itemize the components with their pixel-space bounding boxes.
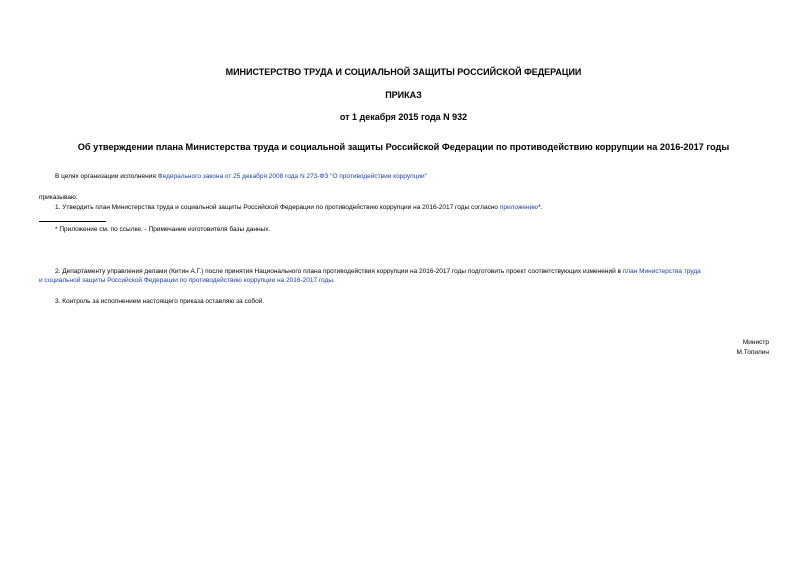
ministry-heading: МИНИСТЕРСТВО ТРУДА И СОЦИАЛЬНОЙ ЗАЩИТЫ РОССИЙСКОЙ ФЕДЕРАЦИИ: [225, 67, 582, 77]
date-number-heading: от 1 декабря 2015 года N 932: [339, 112, 468, 122]
signature-name: М.Топилин: [736, 349, 769, 356]
item-2-line-1: [55, 267, 701, 276]
item-1-text: 1. Утвердить план Министерства труда и социальной защиты Российской Федерации по противодействию коррупции на 2016-2017 годы согласно: [55, 204, 500, 211]
preamble-paragraph: [55, 172, 427, 181]
signature-title: Министр: [742, 339, 769, 346]
appendix-link[interactable]: приложению: [499, 204, 539, 211]
subject-heading: Об утверждении плана Министерства труда и социальной защиты Российской Федерации по противодействию коррупции на 2016-2017 годы: [77, 142, 730, 152]
footnote: * Приложение см. по ссылке. - Примечание изготовителя базы данных.: [55, 226, 271, 233]
item-1: [55, 203, 542, 212]
footnote-divider: [39, 221, 106, 222]
item-2-suffix: .: [333, 277, 335, 284]
preamble-text: В целях организации исполнения: [55, 173, 158, 180]
plan-link-part-1[interactable]: план Министерства труда: [622, 268, 701, 275]
item-2-line-2: [39, 276, 335, 285]
item-3: 3. Контроль за исполнением настоящего приказа оставляю за собой.: [55, 298, 265, 305]
item-2-text: 2. Департаменту управления делами (Китин А.Г.) после принятия Национального плана противодействия коррупции на 2016-2017 годы подготовить проект соответствующих изменений в: [55, 268, 623, 275]
plan-link-part-2[interactable]: и социальной защиты Российской Федерации по противодействию коррупции на 2016-2017 годы: [39, 277, 334, 284]
doc-type-heading: ПРИКАЗ: [385, 90, 422, 100]
item-1-suffix: *.: [538, 204, 543, 211]
order-word: приказываю:: [39, 194, 78, 201]
federal-law-link[interactable]: Федерального закона от 25 декабря 2008 года N 273-ФЗ "О противодействии коррупции": [157, 173, 427, 180]
